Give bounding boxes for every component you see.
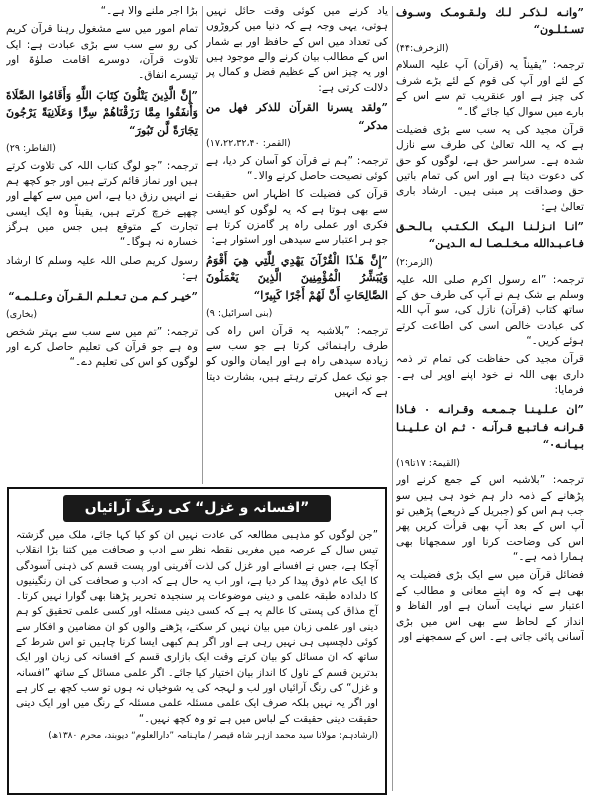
paragraph: تمام امور میں سے مشغول رہنا قرآن کریم کی رو سے سب سے بڑی عبادت ہے: ایک تلاوت قرآن، دوسرے اقامت صلوٰۃ اور تیسرے انفاق۔	[6, 23, 198, 82]
translation: ترجمہ: ”تم میں سے سب سے بہتر شخص وہ ہے جو قرآن کی تعلیم حاصل کرے اور لوگوں کو اس کی تعلیم دے۔“	[6, 325, 198, 369]
verse-bani-israil: ”إِنَّ هَـٰذَا الْقُرْآنَ يَهْدِي لِلَّتِي هِيَ أَقْوَمُ وَيُبَشِّرُ الْمُؤْمِنِينَ الَّذِينَ يَعْمَلُونَ الصَّالِحَاتِ أَنَّ لَهُمْ أَجْرًا كَبِيرًا“	[206, 252, 388, 302]
verse-fatir: ”إِنَّ الَّذِينَ يَتْلُونَ كِتَابَ اللَّهِ وَأَقَامُوا الصَّلَاةَ وَأَنفَقُوا مِمَّا رَزَقْنَاهُمْ سِرًّا وَعَلَانِيَةً يَرْجُونَ تِجَارَةً لَّن تَبُورَ“	[6, 87, 198, 137]
translation: ترجمہ: ”بلاشبہ اس کے جمع کرنے اور پڑھانے کے ذمہ دار ہم خود ہی ہیں سو جب ہم اس کو (جبریل کے ذریعے) پڑھیں تو آپ اس کے بعد آپ بھی قرأت کریں پھر اس کی وضاحت کرنا اور سمجھانا بھی ہمارا ذمہ ہے۔“	[396, 474, 584, 564]
translation: ترجمہ: ”بلاشبہ یہ قرآن اس راہ کی طرف راہنمائی کرتا ہے جو سب سے زیادہ سیدھی راہ ہے اور ایمان والوں کو جو نیک عمل کرتے رہتے ہیں، بشارت دیتا ہے کہ انہیں	[206, 324, 388, 399]
paragraph: قرآن مجید کی یہ سب سے بڑی فضیلت ہے کہ یہ اللہ تعالیٰ کی طرف سے نازل شدہ ہے۔ سراسر حق ہے، لوگوں کو حق کی دعوت دیتا ہے اور اس کی تمام باتیں حق وصداقت پر مبنی ہیں۔ ارشاد باری تعالیٰ ہے:	[396, 123, 584, 213]
middle-column	[206, 4, 388, 484]
left-column	[6, 4, 198, 484]
translation: ترجمہ: ”جو لوگ کتاب اللہ کی تلاوت کرتے ہیں اور نماز قائم کرتے ہیں اور جو کچھ ہم نے انہیں رزق دیا ہے، اس میں سے کھلے اور چھپے خرچ کرتے ہیں، یقیناً وہ ایک ایسی تجارت کے متوقع ہیں جس میں ہرگز خسارہ نہ ہوگا۔“	[6, 159, 198, 249]
quote-box-header	[16, 495, 378, 522]
quote-source: (ارشادہم: مولانا سید محمد ازہر شاہ قیصر / ماہنامہ ”دارالعلوم“ دیوبند، محرم ۱۳۸۰ھ)	[48, 730, 378, 741]
paragraph: رسول کریم صلی اللہ علیہ وسلم کا ارشاد ہے:	[6, 254, 198, 283]
quote-box	[7, 487, 387, 795]
verse-zukhruf: ”وانـه لـذكـر لـك ولـقـومـک وسـوف تسـئـلـون“	[396, 5, 584, 37]
translation: ترجمہ: ”یقیناً یہ (قرآن) آپ علیہ السلام کے لئے اور آپ کی قوم کے لئے بڑے شرف کی چیز ہے اور عنقریب تم سے اس کے بارے میں سوال کیا جائے گا۔“	[396, 59, 584, 118]
column-divider	[202, 6, 203, 484]
paragraph: قرآن کی فضیلت کا اظہار اس حقیقت سے بھی ہوتا ہے کہ یہ لوگوں کو ایسی فکری اور عملی راہ پر گامزن کرتا ہے جو ہر اعتبار سے سیدھی اور استوار ہے:	[206, 188, 388, 247]
verse-qiyamah: ”ان عـلـيـنـا جـمـعـه وقـرانـه ۰ فـاذا قـرانـه فـاتـبـع قـرآنـه ۰ ثـم ان عـلـيـنـا بـيـانـه۰“	[396, 402, 584, 452]
verse-reference: (الزمر:۲)	[396, 256, 433, 268]
hadith: ”خيـر كـم مـن تـعـلـم الـقـرآن وعـلـمـه“	[8, 288, 198, 303]
verse-qamar: ”ولقد يسرنا القرآن للذكر فهل من مدكر“	[206, 100, 388, 132]
right-column	[396, 4, 584, 794]
hadith-reference: (بخاری)	[6, 308, 38, 320]
verse-reference: (القمر: ۱۷،۲۲،۳۲،۴۰)	[206, 137, 291, 149]
translation: ترجمہ: ”اے رسول اکرم صلی اللہ علیہ وسلم بے شک ہم نے آپ کی طرف حق کے ساتھ کتاب (قرآن) نازل کی، سو آپ اللہ کی عبادت خالص اسی کی اطاعت کرتے ہوئے کریں۔“	[396, 273, 584, 347]
verse-reference: (الفاطر: ۲۹)	[6, 142, 56, 154]
verse-reference: (بنی اسرائیل: ۹)	[206, 307, 273, 319]
paragraph: یاد کرنے میں کوئی وقت حائل نہیں ہوتی، یہی وجہ ہے کہ دنیا میں کروڑوں کی تعداد میں اس کے حافظ اور بے شمار اس کے مطالب بیان کرنے والے موجود ہیں اور یہ چیز اس کے عظیم فضل و کمال پر دلالت کرتی ہے:	[206, 5, 388, 94]
verse-reference: (القیمۃ: ۱۷تا۱۹)	[396, 457, 460, 469]
paragraph: فضائل قرآن میں سے ایک بڑی فضیلت یہ بھی ہے کہ وہ اپنے معانی و مطالب کے اعتبار سے نہایت آسان ہے اور الفاظ و انداز کے لحاظ سے بھی اس میں بڑی آسانی پائی جاتی ہے۔ اس کے سمجھنے اور	[396, 569, 584, 643]
translation: ترجمہ: ”ہم نے قرآن کو آسان کر دیا، ہے کوئی نصیحت حاصل کرنے والا۔“	[206, 154, 388, 182]
paragraph: بڑا اجر ملنے والا ہے۔“	[100, 5, 198, 17]
quote-text: ”جن لوگوں کو مذہبی مطالعہ کی عادت نہیں ان کو کیا کہا جائے، ملک میں گزشتہ تیس سال کے عرصہ میں مغربی نقطہ نظر سے ادب و صحافت میں کتنا بڑا انقلاب آچکا ہے، جس نے افسانے اور غزل کی لذت آفرینی اور پست قسم کی ذہنی آسودگی کا ایک عام ذوق پیدا کر دیا ہے، اور اب یہ حال ہے کہ ادب و صحافت کی ان رنگینیوں کا دلدادہ طبقہ علمی و دینی موضوعات پر سنجیدہ تحریر پڑھنا بھی گوارا نہیں کرتا۔ آج مذاق کی پستی کا عالم یہ ہے کہ کسی دینی مسئلہ اور کسی علمی تحقیق کو ہم دینی اور علمی زبان میں بیان نہیں کر سکتے، پڑھنے والوں کو ان مضامین و افکار سے کوئی دلچسپی ہی نہیں رہی ہے اور اگر ہم کبھی ایسا کرنا چاہیں تو اس شرط کے ساتھ کہ ان مسائل کو بیان کرتے وقت ایک بازاری قسم کے افسانہ کی زبان اور ایک بدترین قسم کے ناول کا انداز بیان اختیار کیا جائے۔ اگر علمی مسائل کے ساتھ ”افسانہ و غزل“ کی رنگ آرائیاں اور لب و لہجہ کی یہ شوخیاں نہ ہوں تو سب کچھ بے کار ہے اور اگر یہ نہیں بلکہ صرف ایک علمی مسئلہ علمی مسئلہ کے رنگ میں اور ایک دینی حقیقت دینی حقیقت کے لباس میں ہے تو وہ کچھ نہیں۔“	[16, 530, 378, 725]
quote-box-title: ”افسانہ و غزل“ کی رنگ آرائیاں	[63, 495, 332, 522]
verse-zumar: ”انـا انـزلـنـا الـيـک الـکـتـب بـالـحـق فـاعـبـدالله مـخـلـصـا لـه الـديـن“	[396, 219, 584, 251]
paragraph: قرآن مجید کی حفاظت کی تمام تر ذمہ داری بھی اللہ نے خود اپنے اوپر لی ہے۔ فرمایا:	[396, 353, 584, 397]
verse-reference: (الزخرف:۴۴)	[396, 42, 449, 54]
column-divider	[392, 6, 393, 791]
